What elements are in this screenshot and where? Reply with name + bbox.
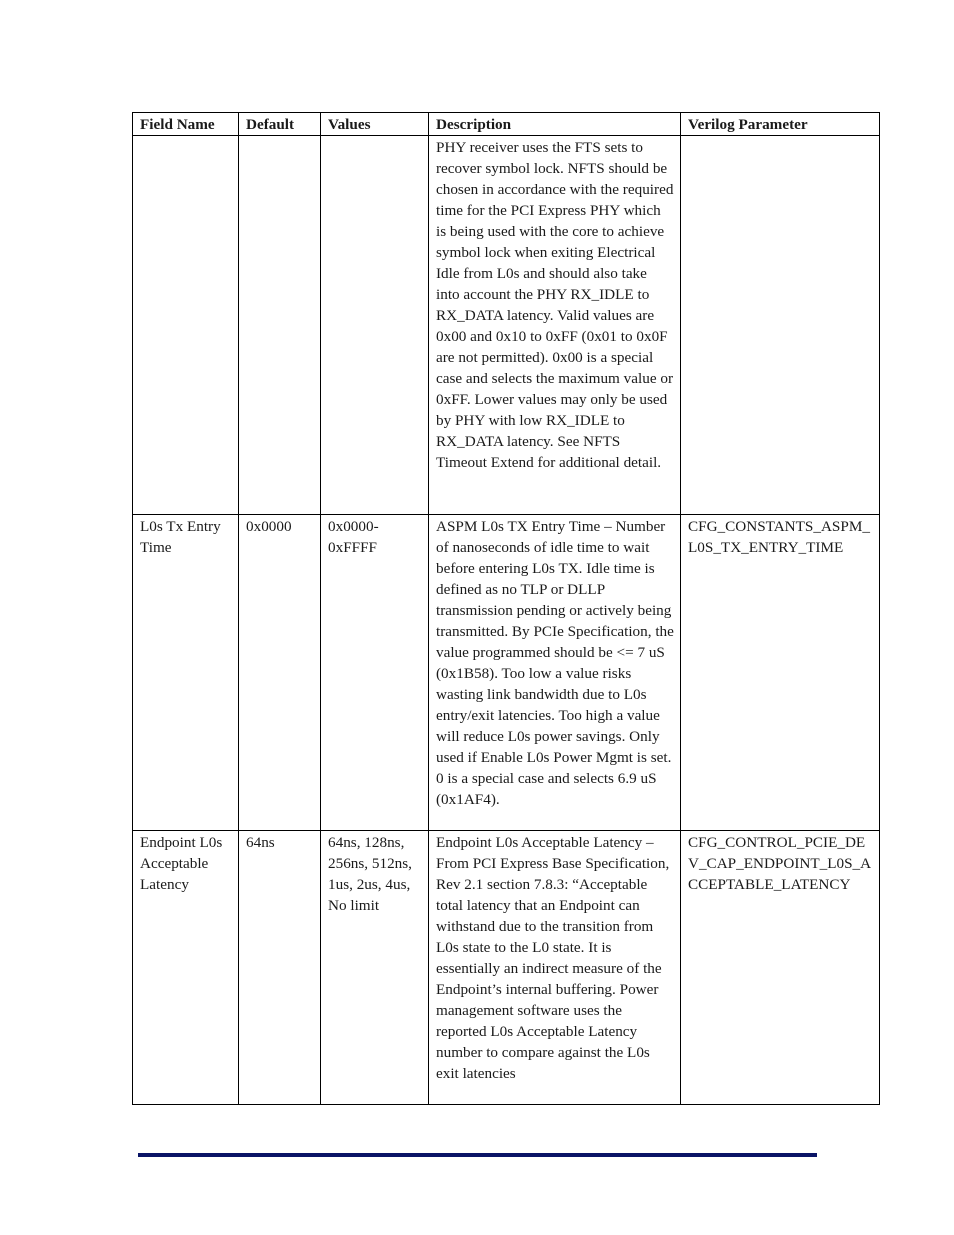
parameter-table [132,112,880,1105]
cell-default: 0x0000 [239,515,321,831]
cell-default: 64ns [239,831,321,1105]
table-row [133,515,880,831]
cell-description: Endpoint L0s Acceptable Latency – From PCI Express Base Specification, Rev 2.1 section 7.8.3: “Acceptable total latency that an Endpoint can withstand due to the transition from L0s state to the L0 state. It is essentially an indirect measure of the Endpoint’s internal buffering. Power management software uses the reported L0s Acceptable Latency number to compare against the L0s exit latencies [429,831,681,1105]
cell-default [239,136,321,515]
header-verilog-parameter: Verilog Parameter [681,113,880,136]
cell-field-name: Endpoint L0s Acceptable Latency [133,831,239,1105]
table-header-row [133,113,880,136]
cell-description: PHY receiver uses the FTS sets to recover symbol lock. NFTS should be chosen in accordance with the required time for the PCI Express PHY which is being used with the core to achieve symbol lock when exiting Electrical Idle from L0s and should also take into account the PHY RX_IDLE to RX_DATA latency. Valid values are 0x00 and 0x10 to 0xFF (0x01 to 0x0F are not permitted). 0x00 is a special case and selects the maximum value or 0xFF. Lower values may only be used by PHY with low RX_IDLE to RX_DATA latency. See NFTS Timeout Extend for additional detail. [429,136,681,515]
cell-verilog-parameter: CFG_CONTROL_PCIE_DEV_CAP_ENDPOINT_L0S_ACCEPTABLE_LATENCY [681,831,880,1105]
table-row [133,831,880,1105]
cell-verilog-parameter: CFG_CONSTANTS_ASPM_L0S_TX_ENTRY_TIME [681,515,880,831]
cell-field-name: L0s Tx Entry Time [133,515,239,831]
cell-values [321,136,429,515]
table-row [133,136,880,515]
header-default: Default [239,113,321,136]
footer-rule [138,1153,817,1157]
cell-values: 0x0000-0xFFFF [321,515,429,831]
cell-verilog-parameter [681,136,880,515]
cell-field-name [133,136,239,515]
cell-values: 64ns, 128ns, 256ns, 512ns, 1us, 2us, 4us, No limit [321,831,429,1105]
cell-description: ASPM L0s TX Entry Time – Number of nanoseconds of idle time to wait before entering L0s TX. Idle time is defined as no TLP or DLLP transmission pending or actively being transmitted. By PCIe Specification, the value programmed should be <= 7 uS (0x1B58). Too low a value risks wasting link bandwidth due to L0s entry/exit latencies. Too high a value will reduce L0s power savings. Only used if Enable L0s Power Mgmt is set. 0 is a special case and selects 6.9 uS (0x1AF4). [429,515,681,831]
header-values: Values [321,113,429,136]
header-field-name: Field Name [133,113,239,136]
header-description: Description [429,113,681,136]
